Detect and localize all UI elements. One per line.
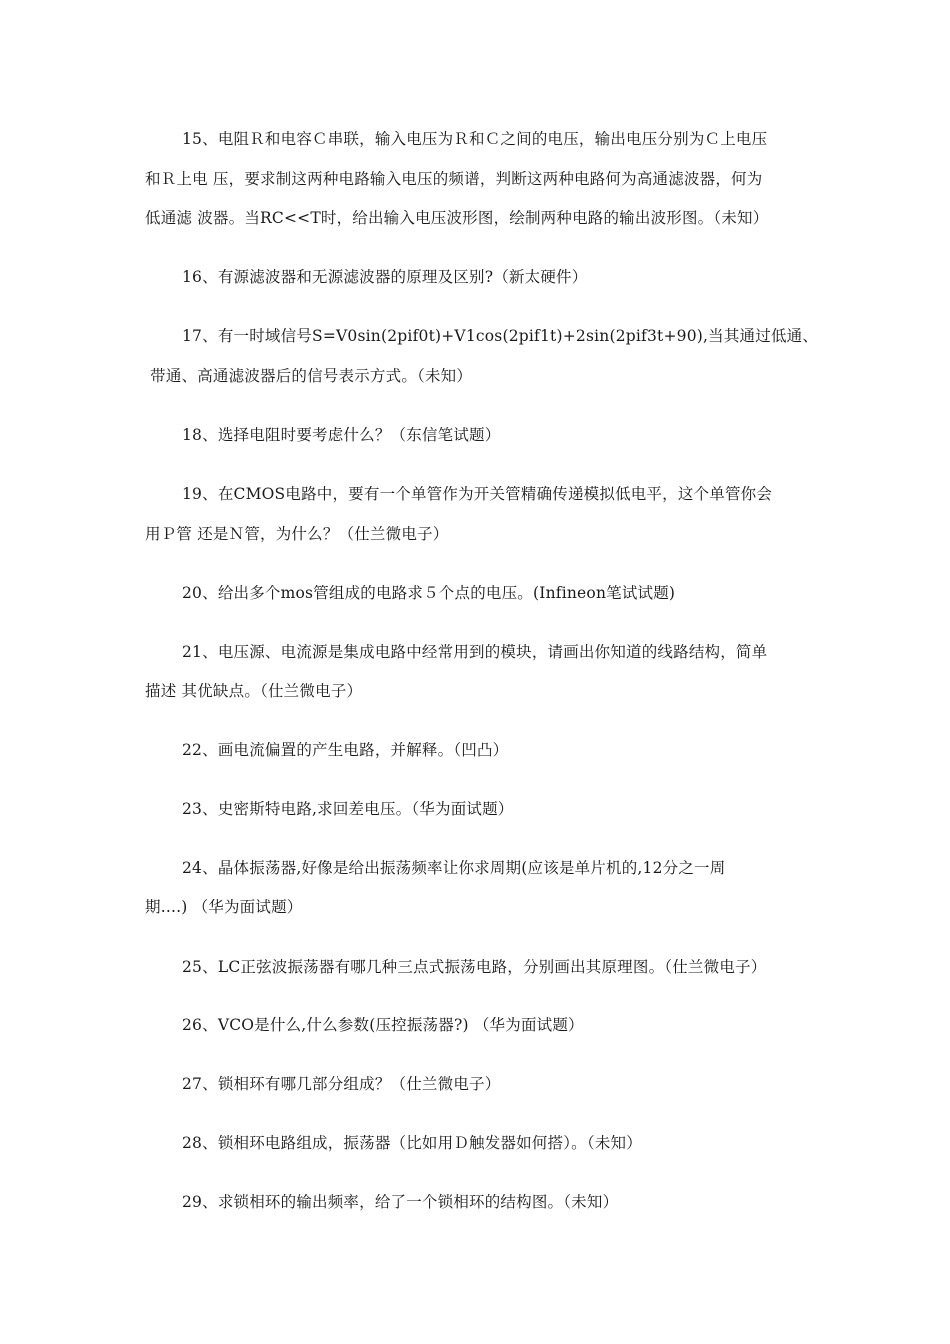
- question-25-line-1: 25、LC正弦波振荡器有哪几种三点式振荡电路，分别画出其原理图。（仕兰微电子）: [182, 958, 767, 976]
- question-22-line-1: 22、画电流偏置的产生电路，并解释。（凹凸）: [182, 741, 509, 759]
- question-21-line-1: 21、电压源、电流源是集成电路中经常用到的模块，请画出你知道的线路结构，简单: [182, 643, 768, 661]
- question-16-line-1: 16、有源滤波器和无源滤波器的原理及区别?（新太硬件）: [182, 268, 588, 286]
- question-17-line-2: 带通、高通滤波器后的信号表示方式。（未知）: [145, 367, 473, 385]
- question-18-line-1: 18、选择电阻时要考虑什么？（东信笔试题）: [182, 426, 501, 444]
- question-27-line-1: 27、锁相环有哪几部分组成？（仕兰微电子）: [182, 1075, 501, 1093]
- question-20-line-1: 20、给出多个mos管组成的电路求５个点的电压。(Infineon笔试试题): [182, 584, 676, 602]
- question-15-line-2: 和Ｒ上电 压，要求制这两种电路输入电压的频谱，判断这两种电路何为高通滤波器，何为: [145, 170, 763, 188]
- question-17-line-1: 17、有一时域信号S=V0sin(2pif0t)+V1cos(2pif1t)+2sin(2pif3t+90),当其通过低通、: [182, 327, 819, 345]
- question-15-line-3: 低通滤 波器。当RC<<T时，给出输入电压波形图，绘制两种电路的输出波形图。（未知）: [145, 209, 769, 227]
- question-24-line-1: 24、晶体振荡器,好像是给出振荡频率让你求周期(应该是单片机的,12分之一周: [182, 859, 726, 877]
- question-28-line-1: 28、锁相环电路组成，振荡器（比如用Ｄ触发器如何搭）。（未知）: [182, 1134, 642, 1152]
- question-21-line-2: 描述 其优缺点。（仕兰微电子）: [145, 682, 363, 700]
- question-29-line-1: 29、求锁相环的输出频率，给了一个锁相环的结构图。（未知）: [182, 1193, 619, 1211]
- question-15-line-1: 15、电阻Ｒ和电容Ｃ串联，输入电压为Ｒ和Ｃ之间的电压，输出电压分别为Ｃ上电压: [182, 130, 768, 148]
- question-19-line-2: 用Ｐ管 还是Ｎ管，为什么？（仕兰微电子）: [145, 525, 449, 543]
- question-24-line-2: 期....) （华为面试题）: [145, 898, 303, 916]
- question-26-line-1: 26、VCO是什么,什么参数(压控振荡器?) （华为面试题）: [182, 1016, 584, 1034]
- question-23-line-1: 23、史密斯特电路,求回差电压。（华为面试题）: [182, 800, 514, 818]
- question-19-line-1: 19、在CMOS电路中，要有一个单管作为开关管精确传递模拟低电平，这个单管你会: [182, 485, 773, 503]
